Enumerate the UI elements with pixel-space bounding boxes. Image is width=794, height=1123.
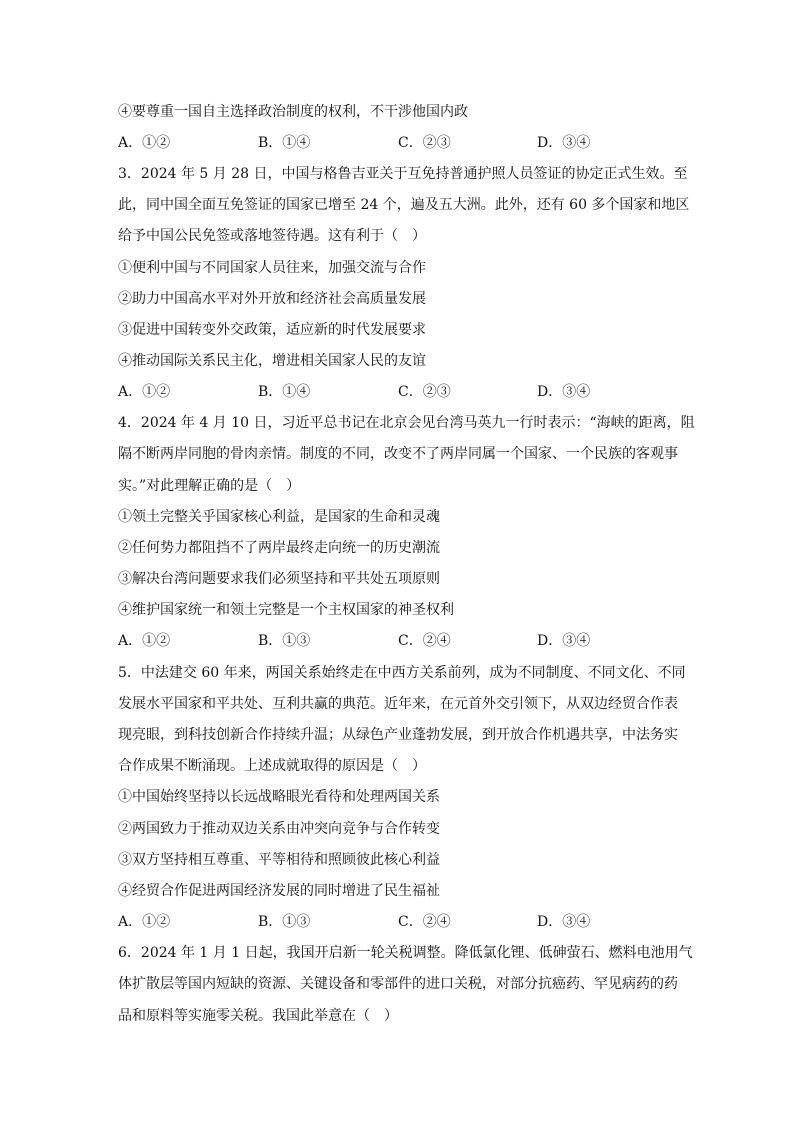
q5-stem-line-4: 合作成果不断涌现。上述成就取得的原因是（ ） xyxy=(118,758,426,774)
choice-b: B．①④ xyxy=(258,384,311,400)
q4-option-2: ②任何势力都阻挡不了两岸最终走向统一的历史潮流 xyxy=(118,540,440,556)
q4-option-4: ④维护国家统一和领土完整是一个主权国家的神圣权利 xyxy=(118,602,454,618)
choice-d: D．③④ xyxy=(537,914,591,930)
q6-stem-line-3: 品和原料等实施零关税。我国此举意在（ ） xyxy=(118,1008,398,1024)
q3-option-3: ③促进中国转变外交政策，适应新的时代发展要求 xyxy=(118,322,426,338)
q5-stem-line-2: 发展水平国家和平共处、互利共赢的典范。近年来，在元首外交引领下，从双边经贸合作表 xyxy=(118,696,678,712)
q6-stem-line-1: 6．2024 年 1 月 1 日起，我国开启新一轮关税调整。降低氯化锂、低砷萤石、燃料电池用气 xyxy=(118,945,693,961)
q4-stem-line-3: 实。”对此理解正确的是（ ） xyxy=(118,478,301,494)
q5-stem-line-3: 现亮眼，到科技创新合作持续升温；从绿色产业蓬勃发展，到开放合作机遇共享，中法务实 xyxy=(118,727,678,743)
choice-b: B．①③ xyxy=(258,633,311,649)
q5-choices xyxy=(118,912,678,932)
q4-stem-line-2: 隔不断两岸同胞的骨肉亲情。制度的不同，改变不了两岸同属一个国家、一个民族的客观事 xyxy=(118,446,678,462)
q3-choices xyxy=(118,382,678,402)
q4-option-3: ③解决台湾问题要求我们必须坚持和平共处五项原则 xyxy=(118,571,440,587)
q2-option-4: ④要尊重一国自主选择政治制度的权利，不干涉他国内政 xyxy=(118,104,468,120)
choice-a: A．①② xyxy=(118,914,171,930)
q3-stem-line-1: 3．2024 年 5 月 28 日，中国与格鲁吉亚关于互免持普通护照人员签证的协定正式生效。至 xyxy=(118,166,688,182)
choice-a: A．①② xyxy=(118,384,171,400)
q5-option-4: ④经贸合作促进两国经济发展的同时增进了民生福祉 xyxy=(118,883,440,899)
choice-d: D．③④ xyxy=(537,633,591,649)
choice-a: A．①② xyxy=(118,633,171,649)
choice-c: C．②③ xyxy=(398,135,451,151)
q2-choices xyxy=(118,133,678,153)
q4-option-1: ①领土完整关乎国家核心利益，是国家的生命和灵魂 xyxy=(118,509,440,525)
q5-option-1: ①中国始终坚持以长远战略眼光看待和处理两国关系 xyxy=(118,789,440,805)
q3-option-4: ④推动国际关系民主化，增进相关国家人民的友谊 xyxy=(118,353,426,369)
q6-stem-line-2: 体扩散层等国内短缺的资源、关键设备和零部件的进口关税，对部分抗癌药、罕见病药的药 xyxy=(118,976,678,992)
q3-option-1: ①便利中国与不同国家人员往来，加强交流与合作 xyxy=(118,260,426,276)
q3-option-2: ②助力中国高水平对外开放和经济社会高质量发展 xyxy=(118,291,426,307)
q5-stem-line-1: 5．中法建交 60 年来，两国关系始终走在中西方关系前列，成为不同制度、不同文化、不同 xyxy=(118,665,686,681)
q5-option-3: ③双方坚持相互尊重、平等相待和照顾彼此核心利益 xyxy=(118,852,440,868)
choice-c: C．②③ xyxy=(398,384,451,400)
choice-c: C．②④ xyxy=(398,633,451,649)
q4-choices xyxy=(118,631,678,651)
choice-d: D．③④ xyxy=(537,135,591,151)
choice-d: D．③④ xyxy=(537,384,591,400)
choice-a: A．①② xyxy=(118,135,171,151)
q5-option-2: ②两国致力于推动双边关系由冲突向竞争与合作转变 xyxy=(118,821,440,837)
q4-stem-line-1: 4．2024 年 4 月 10 日，习近平总书记在北京会见台湾马英九一行时表示：“海峡的距离，阻 xyxy=(118,415,695,431)
q3-stem-line-3: 给予中国公民免签或落地签待遇。这有利于（ ） xyxy=(118,228,426,244)
choice-b: B．①③ xyxy=(258,914,311,930)
q3-stem-line-2: 此，同中国全面互免签证的国家已增至 24 个，遍及五大洲。此外，还有 60 多个国家和地区 xyxy=(118,197,690,213)
choice-b: B．①④ xyxy=(258,135,311,151)
choice-c: C．②④ xyxy=(398,914,451,930)
